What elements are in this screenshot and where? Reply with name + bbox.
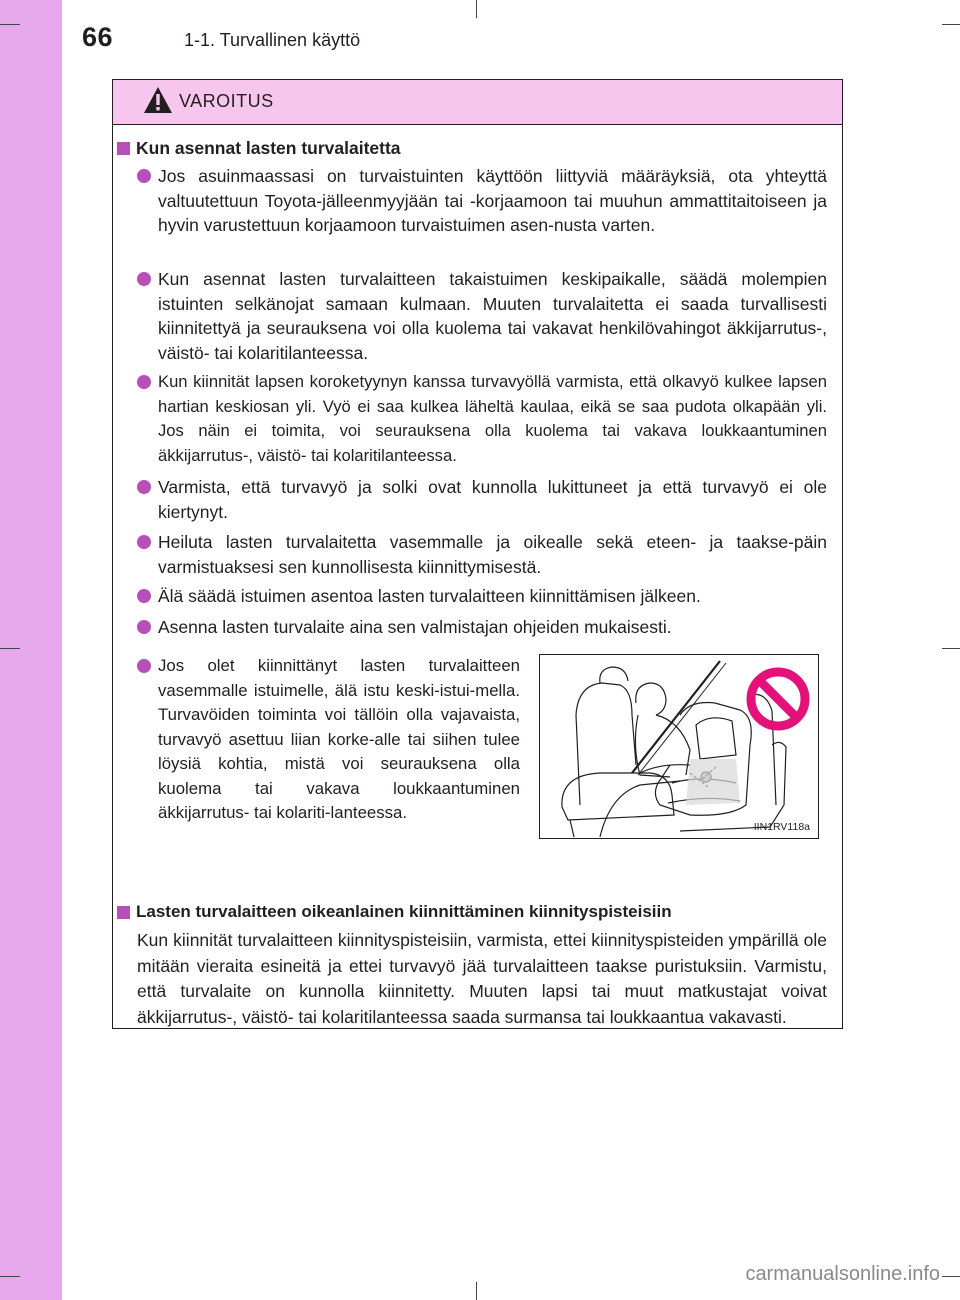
crop-mark [476, 1282, 477, 1300]
list-item-text: Asenna lasten turvalaite aina sen valmistajan ohjeiden mukaisesti. [158, 617, 672, 637]
circle-bullet-icon [137, 272, 151, 286]
section-heading-text: Kun asennat lasten turvalaitetta [136, 138, 401, 158]
list-item [137, 370, 827, 468]
prohibition-icon [746, 667, 810, 731]
circle-bullet-icon [137, 375, 151, 389]
section-title: 1-1. Turvallinen käyttö [184, 30, 361, 50]
list-item [137, 615, 827, 640]
list-item-text: Heiluta lasten turvalaitetta vasemmalle ja oikealle sekä eteen- ja taakse-päin varmistuaksesi sen kunnollisesta kiinnittymisestä. [158, 532, 827, 577]
list-item-text: Jos olet kiinnittänyt lasten turvalaitteen vasemmalle istuimelle, älä istu keski-istui-mella. Turvavöiden toiminta voi tällöin olla vajavaista, turvavyö asettuu liian korke-alle tai siihen tulee löysiä kohtia, mistä voi seurauksena olla kuolema tai vakava loukkaantuminen äkkijarrutus- tai kolariti-lanteessa. [158, 656, 520, 822]
list-item-text: Kun asennat lasten turvalaitteen takaistuimen keskipaikalle, säädä molempien istuinten selkänojat samaan kulmaan. Muuten turvalaitetta ei saada turvallisesti kiinnitettyä ja seurauksena voi olla kuolema tai vakavat henkilövahingot äkkijarrutus-, väistö- tai kolaritilanteessa. [158, 269, 827, 363]
circle-bullet-icon [137, 169, 151, 183]
circle-bullet-icon [137, 659, 151, 673]
figure-code: IIN1RV118a [753, 821, 810, 833]
list-item-text: Varmista, että turvavyö ja solki ovat kunnolla lukittuneet ja että turvavyö ei ole kiertynyt. [158, 477, 827, 522]
section-heading [117, 902, 672, 922]
list-item [137, 654, 520, 826]
list-item [137, 164, 827, 238]
list-item-text: Jos asuinmaassasi on turvaistuinten käyttöön liittyviä määräyksiä, ota yhteyttä valtuutettuun Toyota-jälleenmyyjään tai -korjaamoon tai muuhun ammattitaitoiseen ja hyvin varustettuun korjaamoon turvaistuimen asen-nusta varten. [158, 166, 827, 235]
list-item-text: Älä säädä istuimen asentoa lasten turvalaitteen kiinnittämisen jälkeen. [158, 586, 701, 606]
crop-mark [942, 1276, 960, 1277]
list-item-text: Kun kiinnität lapsen koroketyynyn kanssa turvavyöllä varmista, että olkavyö kulkee lapsen hartian keskiosan yli. Vyö ei saa kulkea läheltä kaulaa, eikä se saa pudota olkapään yli. Jos näin ei toimita, voi seurauksena olla kuolema tai vakava loukkaantuminen äkkijarrutus-, väistö- tai kolaritilanteessa. [158, 372, 827, 465]
warning-label: VAROITUS [179, 91, 274, 111]
circle-bullet-icon [137, 589, 151, 603]
crop-mark [0, 648, 20, 649]
square-bullet-icon [117, 906, 130, 919]
crop-mark [0, 24, 20, 25]
crop-mark [942, 648, 960, 649]
circle-bullet-icon [137, 535, 151, 549]
warning-triangle-icon [143, 86, 173, 114]
watermark: carmanualsonline.info [745, 1263, 940, 1285]
list-item [137, 475, 827, 524]
side-tab [0, 0, 62, 1300]
section-heading-text: Lasten turvalaitteen oikeanlainen kiinnittäminen kiinnityspisteisiin [136, 902, 672, 921]
list-item [137, 267, 827, 365]
circle-bullet-icon [137, 620, 151, 634]
car-seat-illustration [539, 654, 819, 839]
section-heading [117, 138, 401, 159]
section-paragraph: Kun kiinnität turvalaitteen kiinnityspisteisiin, varmista, ettei kiinnityspisteiden ympärillä ole mitään vieraita esineitä ja ettei turvavyö jää turvalaitteen taakse puristuksiin. Varmistu, että turvalaite on kunnolla kiinnitetty. Muuten lapsi tai muut matkustajat voivat äkkijarrutus-, väistö- tai kolaritilanteessa saada surmansa tai loukkaantua vakavasti. [137, 930, 827, 1027]
warning-header [113, 80, 842, 125]
list-item [137, 530, 827, 579]
list-item [137, 584, 827, 609]
crop-mark [942, 24, 960, 25]
warning-box [112, 79, 843, 1029]
page-number: 66 [82, 22, 114, 52]
crop-mark [0, 1276, 20, 1277]
circle-bullet-icon [137, 480, 151, 494]
crop-mark [476, 0, 477, 18]
square-bullet-icon [117, 142, 130, 155]
